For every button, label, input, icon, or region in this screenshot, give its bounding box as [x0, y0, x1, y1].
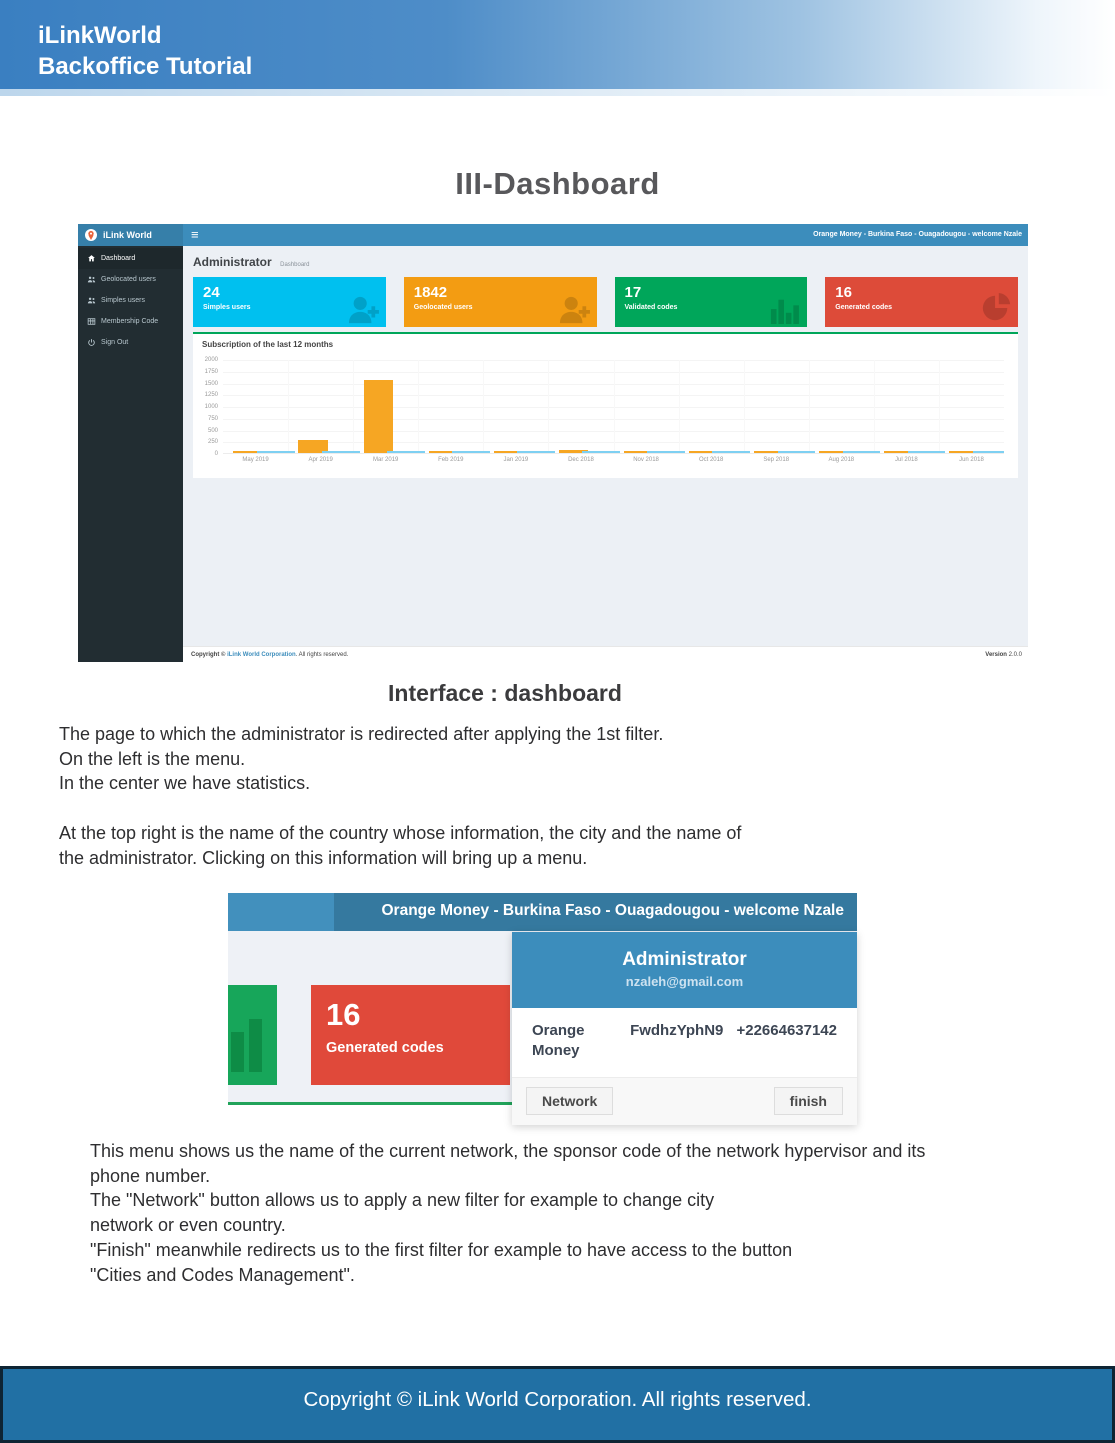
chart-baseline-dash — [647, 451, 685, 453]
topbar-user-info[interactable]: Orange Money - Burkina Faso - Ouagadougou - welcome Nzale — [813, 231, 1022, 238]
content-title: Administrator — [193, 255, 272, 269]
network-name: Orange Money — [532, 1022, 585, 1060]
stat-cards-row — [183, 277, 1028, 327]
paragraph-line: The "Network" button allows us to apply a new filter for example to change city — [90, 1190, 715, 1211]
brand-logo[interactable] — [78, 224, 183, 246]
gridline-v — [939, 360, 940, 453]
popup-topbar-left — [228, 893, 334, 931]
screenshot-caption: Interface : dashboard — [388, 680, 622, 706]
stat-label: Simples users — [203, 304, 251, 311]
chart-baseline-dash — [582, 451, 620, 453]
stat-label: Generated codes — [835, 304, 893, 311]
x-axis-label: Oct 2018 — [698, 457, 724, 463]
stat-value: 16 — [835, 284, 852, 301]
dashboard-topbar — [78, 224, 1028, 246]
x-axis-label: Dec 2018 — [568, 457, 594, 463]
x-axis-label: Jun 2018 — [959, 457, 984, 463]
dropdown-email: nzaleh@gmail.com — [625, 974, 744, 989]
phone-number: +22664637142 — [736, 1022, 837, 1039]
chart-baseline-dash — [387, 451, 425, 453]
bar-chart-icon — [767, 296, 801, 324]
paragraph-1 — [59, 722, 663, 796]
sponsor-code: FwdhzYphN9 — [630, 1022, 724, 1039]
paragraph-line: phone number. — [90, 1165, 211, 1186]
gridline-v — [288, 360, 289, 453]
globe-pin-icon — [85, 229, 97, 241]
dropdown-body — [512, 1008, 857, 1078]
x-axis-label: Feb 2019 — [438, 457, 464, 463]
sidebar-item-label: Geolocated users — [101, 276, 156, 283]
dropdown-footer — [512, 1077, 857, 1125]
user-menu-screenshot — [228, 888, 857, 1126]
user-plus-icon — [346, 294, 380, 324]
table-icon — [87, 317, 96, 326]
x-axis-label: Mar 2019 — [373, 457, 399, 463]
topbar-user-info[interactable]: Orange Money - Burkina Faso - Ouagadougou - welcome Nzale — [381, 902, 844, 919]
subscriptions-chart — [193, 332, 1018, 478]
dashboard-content — [183, 246, 1028, 646]
stat-label: Generated codes — [326, 1040, 444, 1056]
users-icon — [87, 275, 96, 284]
x-axis-label: Sep 2018 — [763, 457, 790, 463]
paragraph-line: "Cities and Codes Management". — [90, 1264, 355, 1285]
green-card-partial — [228, 985, 277, 1085]
y-axis-tick: 750 — [207, 415, 218, 422]
stat-value: 16 — [326, 997, 361, 1032]
sidebar — [78, 246, 183, 662]
page-footer — [0, 1366, 1115, 1443]
stat-card-validated-codes — [615, 277, 808, 327]
finish-button[interactable]: finish — [774, 1087, 843, 1115]
network-button[interactable]: Network — [526, 1087, 613, 1115]
chart-baseline-dash — [257, 451, 295, 453]
paragraph-line: In the center we have statistics. — [59, 773, 311, 794]
dashboard-footer — [183, 646, 1028, 662]
x-axis-label: Aug 2018 — [828, 457, 855, 463]
paragraph-line: "Finish" meanwhile redirects us to the first filter for example to have access to the button — [90, 1239, 793, 1260]
x-axis-label: Apr 2019 — [308, 457, 333, 463]
sidebar-item-label: Membership Code — [101, 318, 159, 325]
users-icon — [87, 296, 96, 305]
tutorial-header-line2: Backoffice Tutorial — [38, 53, 253, 80]
brand-name: iLink World — [103, 230, 152, 240]
stat-card-simples-users — [193, 277, 386, 327]
gridline-v — [874, 360, 875, 453]
y-axis-tick: 1250 — [204, 392, 218, 399]
chart-baseline-dash — [908, 451, 946, 453]
chart-baseline-dash — [517, 451, 555, 453]
paragraph-line: network or even country. — [90, 1215, 286, 1236]
chart-title: Subscription of the last 12 months — [202, 340, 334, 349]
stat-value: 17 — [624, 284, 642, 301]
gridline-v — [548, 360, 549, 453]
tutorial-header — [0, 0, 1115, 89]
pie-chart-icon — [980, 292, 1012, 324]
chart-baseline-dash — [843, 451, 881, 453]
x-axis-label: Jan 2019 — [503, 457, 529, 463]
popup-topbar — [228, 893, 857, 931]
sidebar-item-simples-users[interactable] — [78, 290, 183, 311]
y-axis-tick: 2000 — [204, 357, 218, 363]
page-footer-text: Copyright © iLink World Corporation. All rights reserved. — [303, 1388, 812, 1411]
sidebar-item-dashboard[interactable] — [78, 248, 183, 269]
stat-label: Geolocated users — [413, 304, 473, 311]
user-dropdown-menu — [512, 932, 857, 1125]
dashboard-copyright: Copyright © iLink World Corporation. All rights reserved. — [191, 652, 349, 658]
paragraph-line: This menu shows us the name of the current network, the sponsor code of the network hypervisor and its — [90, 1141, 926, 1161]
paragraph-2 — [59, 821, 741, 870]
y-axis-tick: 1500 — [204, 380, 218, 387]
page-title: III-Dashboard — [455, 166, 660, 201]
gridline-v — [679, 360, 680, 453]
bar-chart-icon — [231, 1032, 244, 1072]
paragraph-3 — [90, 1139, 925, 1287]
y-axis-tick: 500 — [207, 427, 218, 434]
y-axis-tick: 0 — [214, 451, 218, 457]
chart-baseline-dash — [778, 451, 816, 453]
sidebar-item-geolocated-users[interactable] — [78, 269, 183, 290]
dashboard-screenshot — [78, 224, 1028, 662]
dropdown-header — [512, 932, 857, 1008]
chart-bar — [364, 380, 393, 453]
sidebar-item-sign-out[interactable] — [78, 332, 183, 353]
sidebar-item-membership-code[interactable] — [78, 311, 183, 332]
x-axis-label: Jul 2018 — [895, 457, 918, 463]
chart-plot — [204, 357, 1004, 463]
stat-value: 24 — [203, 284, 220, 301]
gridline-v — [614, 360, 615, 453]
sidebar-item-label: Sign Out — [101, 339, 129, 346]
stat-card-generated-codes — [825, 277, 1018, 327]
paragraph-line: the administrator. Clicking on this information will bring up a menu. — [59, 847, 588, 868]
content-subtitle: Dashboard — [280, 262, 310, 268]
y-axis-tick: 1750 — [204, 368, 218, 375]
tutorial-header-line1: iLinkWorld — [38, 22, 162, 49]
gridline-v — [418, 360, 419, 453]
paragraph-line: On the left is the menu. — [59, 748, 246, 769]
y-axis-tick: 250 — [207, 439, 218, 446]
dropdown-title: Administrator — [622, 949, 747, 970]
x-axis-label: May 2019 — [242, 457, 269, 463]
gridline-v — [483, 360, 484, 453]
y-axis-tick: 1000 — [204, 404, 218, 410]
chart-baseline-dash — [712, 451, 750, 453]
chart-baseline-dash — [452, 451, 490, 453]
corporation-link[interactable]: iLink World Corporation — [227, 652, 296, 658]
gridline-v — [809, 360, 810, 453]
sidebar-item-label: Simples users — [101, 297, 145, 304]
content-header — [183, 246, 1028, 277]
header-accent-strip — [0, 89, 1115, 96]
stat-card-geolocated-users — [404, 277, 597, 327]
version-info: Version 2.0.0 — [985, 652, 1022, 658]
stat-card-generated-codes — [311, 985, 510, 1085]
gridline-v — [353, 360, 354, 453]
home-icon — [87, 254, 96, 263]
bar-chart-icon — [249, 1019, 262, 1072]
stat-value: 1842 — [413, 284, 448, 301]
paragraph-line: At the top right is the name of the country whose information, the city and the name of — [59, 823, 742, 843]
power-icon — [87, 338, 96, 347]
chart-baseline-dash — [973, 451, 1004, 453]
paragraph-line: The page to which the administrator is redirected after applying the 1st filter. — [59, 724, 664, 744]
sidebar-item-label: Dashboard — [101, 255, 136, 262]
gridline-v — [744, 360, 745, 453]
user-plus-icon — [557, 294, 591, 324]
stat-label: Validated codes — [624, 304, 678, 311]
chart-baseline-dash — [322, 451, 360, 453]
x-axis-label: Nov 2018 — [633, 457, 659, 463]
sidebar-toggle-icon[interactable]: ≡ — [191, 227, 199, 242]
